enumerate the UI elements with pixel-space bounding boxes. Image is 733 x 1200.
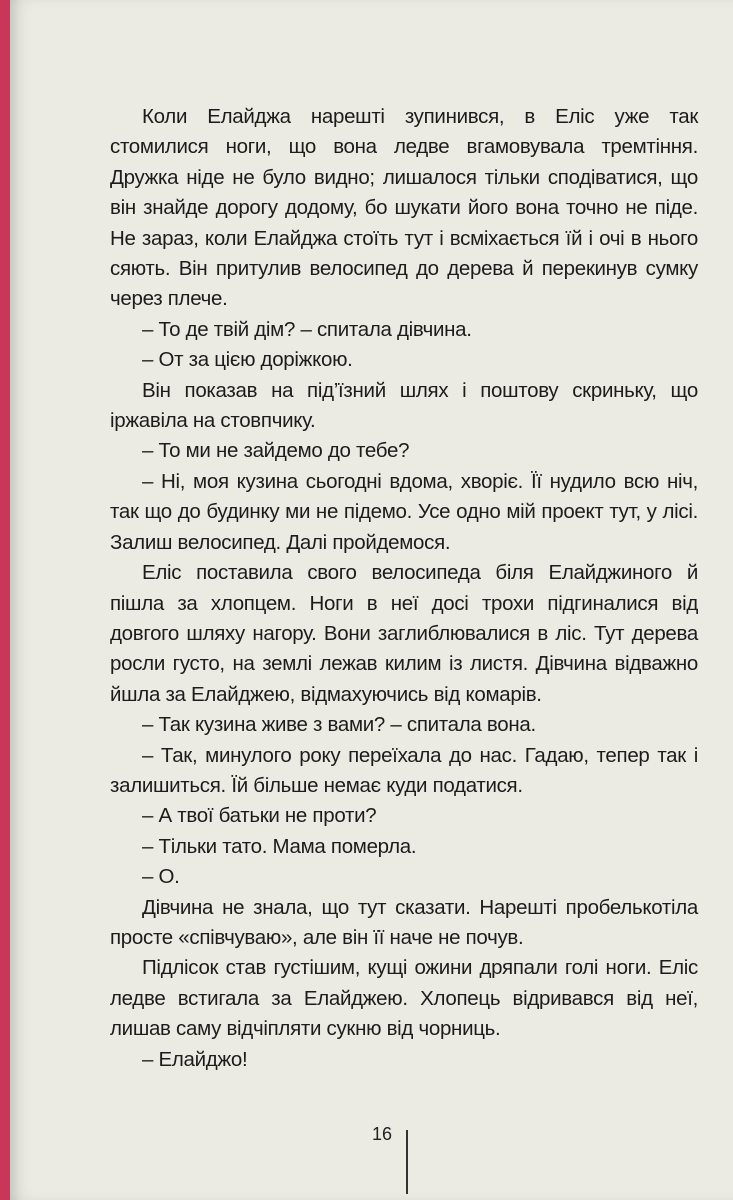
paragraph: Дівчина не знала, що тут сказати. Нарешті пробелькотіла просте «співчуваю», але він її наче не почув.	[110, 895, 698, 949]
paragraph: Підлісок став густішим, кущі ожини дряпали голі ноги. Еліс ледве встигала за Елайджею. Хлопець відривався від неї, лишав саму відчіпляти сукню від чорниць.	[110, 956, 698, 1041]
paragraph: – Так кузина живе з вами? – спитала вона.	[142, 713, 536, 737]
paragraph: – От за цією доріжкою.	[142, 348, 353, 372]
paragraph: – То де твій дім? – спитала дівчина.	[142, 317, 472, 341]
paragraph: – То ми не зайдемо до тебе?	[142, 439, 410, 463]
paragraph: – Тільки тато. Мама померла.	[142, 834, 417, 858]
paragraph: – А твої батьки не проти?	[142, 804, 377, 828]
book-page	[10, 0, 733, 1200]
spine-divider	[406, 1130, 408, 1194]
paragraph: – Так, минулого року переїхала до нас. Гадаю, тепер так і залишиться. Їй більше немає куди податися.	[110, 743, 698, 797]
page-number: 16	[372, 1124, 393, 1144]
page-text	[110, 102, 698, 1075]
paragraph: – Елайджо!	[142, 1047, 248, 1071]
paragraph: Коли Елайджа нарешті зупинився, в Еліс уже так стомилися ноги, що вона ледве вгамовувала тремтіння. Дружка ніде не було видно; лишалося тільки сподіватися, що він знайде дорогу додому, бо шукати його вона точно не піде. Не зараз, коли Елайджа стоїть тут і всміхається їй і очі в нього сяють. Він притулив велосипед до дерева й перекинув сумку через плече.	[110, 105, 698, 311]
paragraph: Еліс поставила свого велосипеда біля Елайджиного й пішла за хлопцем. Ноги в неї досі трохи підгиналися від довгого шляху нагору. Вони заглиблювалися в ліс. Тут дерева росли густо, на землі лежав килим із листя. Дівчина відважно йшла за Елайджею, відмахуючись від комарів.	[110, 561, 698, 706]
paragraph: – О.	[142, 865, 180, 889]
paragraph: Він показав на під’їзний шлях і поштову скриньку, що іржавіла на стовпчику.	[110, 378, 698, 433]
paragraph: – Ні, моя кузина сьогодні вдома, хворіє. Її нудило всю ніч, так що до будинку ми не підемо. Усе одно мій проект тут, у лісі. Залиш велосипед. Далі пройдемося.	[110, 469, 698, 554]
